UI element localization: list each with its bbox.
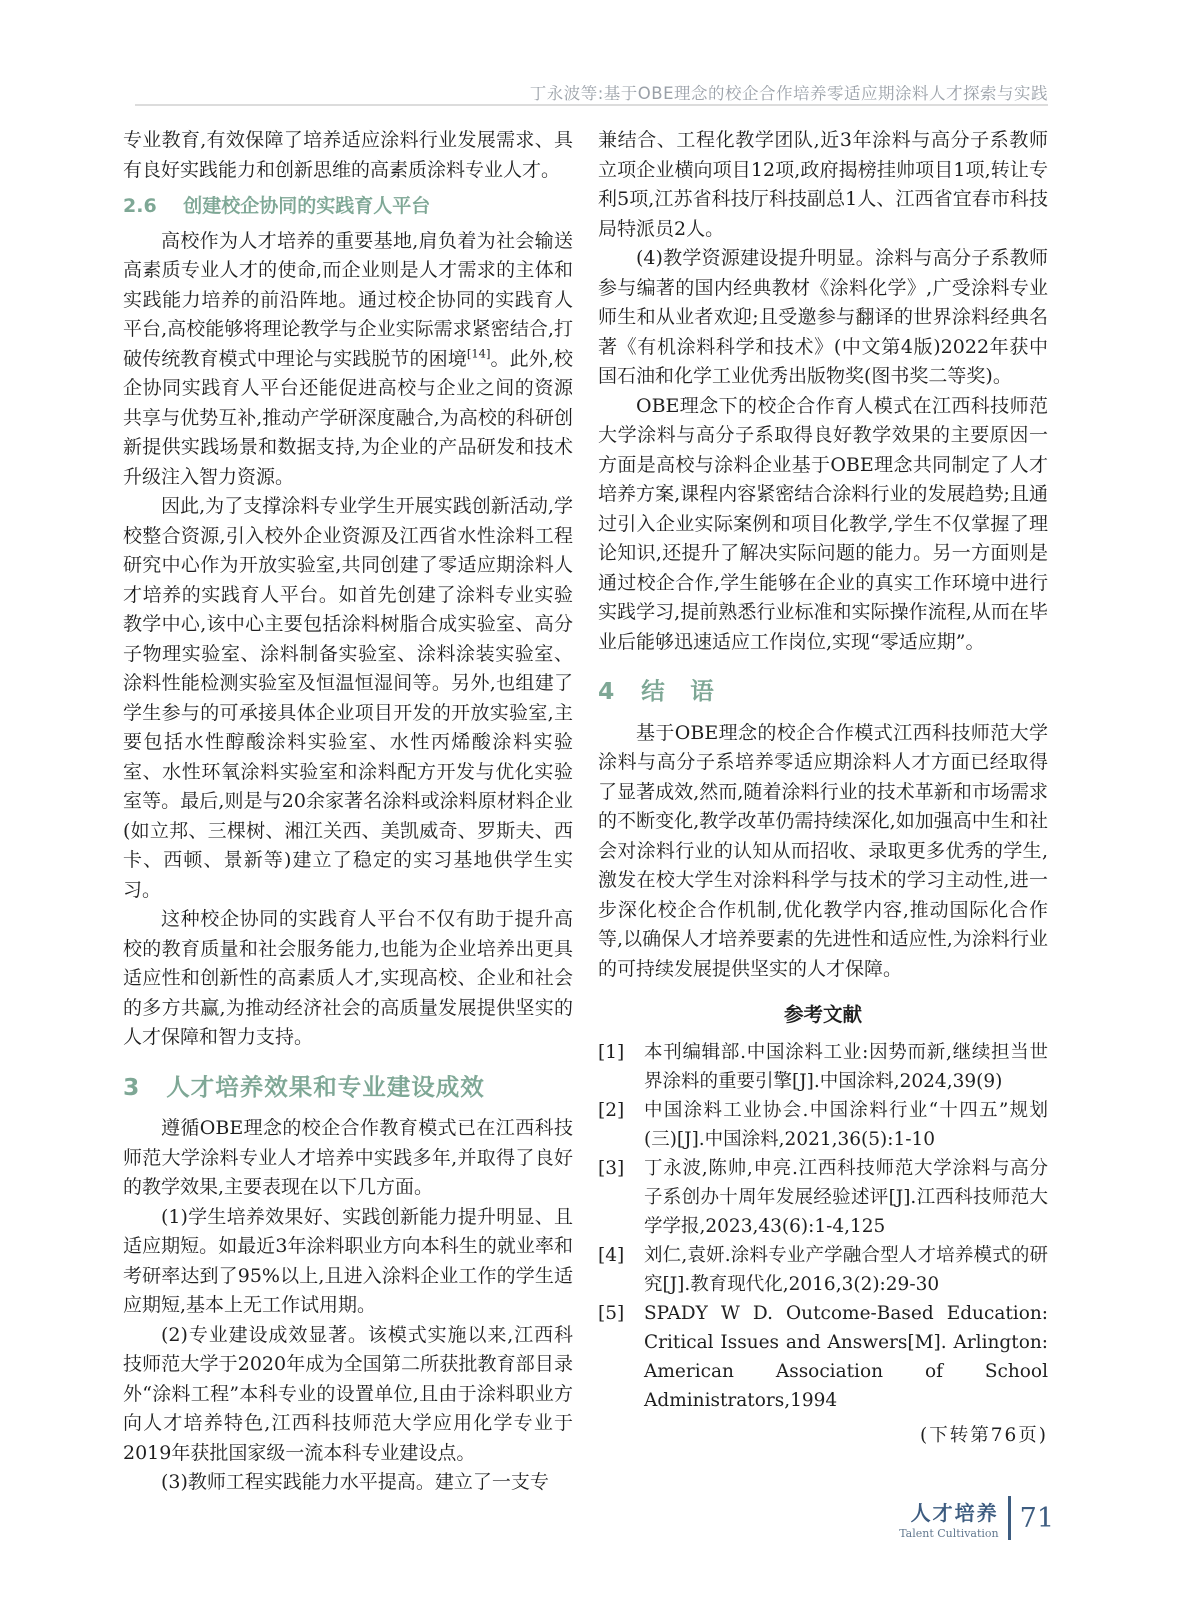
right-column [598,126,1048,1469]
reference-item [598,1096,1048,1154]
running-head-title: 丁永波等:基于OBE理念的校企合作培养零适应期涂料人才探索与实践 [529,84,1048,103]
reference-number: [2] [598,1100,625,1121]
reference-item [598,1038,1048,1096]
section-heading-2-6 [123,192,573,222]
paragraph-text: 高校作为人才培养的重要基地,肩负着为社会输送高素质专业人才的使命,而企业则是人才需求的主体和实践能力培养的前沿阵地。通过校企协同的实践育人平台,高校能够将理论教学与企业实际需求紧密结合,打破传统教育模式中理论与实践脱节的困境 [123,229,573,370]
footer-divider-bar [1008,1496,1011,1540]
footer-section-name-cn: 人才培养 [910,1500,999,1525]
footer-section-labels [899,1497,998,1540]
section-heading-3 [123,1073,573,1103]
reference-number: [1] [598,1042,625,1063]
reference-number: [3] [598,1158,625,1179]
reference-text: 本刊编辑部.中国涂料工业:因势而新,继续担当世界涂料的重要引擎[J].中国涂料,2024,39(9) [644,1042,1048,1092]
section-number: 2.6 [123,195,157,217]
section-number: 3 [123,1072,141,1101]
reference-text: 丁永波,陈帅,申亮.江西科技师范大学涂料与高分子系创办十周年发展经验述评[J].江西科技师范大学学报,2023,43(6):1-4,125 [644,1158,1048,1237]
paragraph-point-4: (4)教学资源建设提升明显。涂料与高分子系教师参与编著的国内经典教材《涂料化学》,广受涂料专业师生和从业者欢迎;且受邀参与翻译的世界涂料经典名著《有机涂料科学和技术》(中文第4版)2022年获中国石油和化学工业优秀出版物奖(图书奖二等奖)。 [598,247,1048,387]
paragraph-point-1: (1)学生培养效果好、实践创新能力提升明显、且适应期短。如最近3年涂料职业方向本科生的就业率和考研率达到了95%以上,且进入涂料企业工作的学生适应期短,基本上无工作试用期。 [123,1205,573,1316]
reference-number: [4] [598,1245,625,1266]
page-number: 71 [1019,1502,1054,1534]
reference-item [598,1154,1048,1241]
paragraph-point-3: (3)教师工程实践能力水平提高。建立了一支专 [161,1471,549,1493]
left-column [123,126,573,1498]
reference-item [598,1299,1048,1415]
paragraph-labs: 因此,为了支撑涂料专业学生开展实践创新活动,学校整合资源,引入校外企业资源及江西省水性涂料工程研究中心作为开放实验室,共同创建了零适应期涂料人才培养的实践育人平台。如首先创建了涂料专业实验教学中心,该中心主要包括涂料树脂合成实验室、高分子物理实验室、涂料制备实验室、涂料涂装实验室、涂料性能检测实验室及恒温恒湿间等。另外,也组建了学生参与的可承接具体企业项目开发的开放实验室,主要包括水性醇酸涂料实验室、水性丙烯酸涂料实验室、水性环氧涂料实验室和涂料配方开发与优化实验室等。最后,则是与20余家著名涂料或涂料原材料企业(如立邦、三棵树、湘江关西、美凯威奇、罗斯夫、西卡、西顿、景新等)建立了稳定的实习基地供学生实习。 [123,495,573,901]
paragraph-obe-reason: OBE理念下的校企合作育人模式在江西科技师范大学涂料与高分子系取得良好教学效果的主要原因一方面是高校与涂料企业基于OBE理念共同制定了人才培养方案,课程内容紧密结合涂料行业的发展趋势;且通过引入企业实际案例和项目化教学,学生不仅掌握了理论知识,还提升了解决实际问题的能力。另一方面则是通过校企合作,学生能够在企业的真实工作环境中进行实践学习,提前熟悉行业标准和实际操作流程,从而在毕业后能够迅速适应工作岗位,实现“零适应期”。 [598,394,1048,653]
header-rule [135,104,1048,106]
footer-section-name-en: Talent Cultivation [899,1526,999,1540]
paragraph-platform [123,227,573,493]
paragraph-continuation: 兼结合、工程化教学团队,近3年涂料与高分子系教师立项企业横向项目12项,政府揭榜挂帅项目1项,转让专利5项,江苏省科技厅科技副总1人、江西省宜春市科技局特派员2人。 [598,129,1048,240]
paragraph-conclusion: 基于OBE理念的校企合作模式江西科技师范大学涂料与高分子系培养零适应期涂料人才方面已经取得了显著成效,然而,随着涂料行业的技术革新和市场需求的不断变化,教学改革仍需持续深化,如加强高中生和社会对涂料行业的认知从而招收、录取更多优秀的学生,激发在校大学生对涂料科学与技术的学习主动性,进一步深化校企合作机制,优化教学内容,推动国际化合作等,以确保人才培养要素的先进性和适应性,为涂料行业的可持续发展提供坚实的人才保障。 [598,721,1048,980]
paragraph-text: 。此外,校企协同实践育人平台还能促进高校与企业之间的资源共享与优势互补,推动产学研深度融合,为高校的科研创新提供实践场景和数据支持,为企业的产品研发和技术升级注入智力资源。 [123,347,573,488]
section-title: 创建校企协同的实践育人平台 [183,195,431,217]
paragraph-point-2: (2)专业建设成效显著。该模式实施以来,江西科技师范大学于2020年成为全国第二所获批教育部目录外“涂料工程”本科专业的设置单位,且由于涂料职业方向人才培养特色,江西科技师范大学应用化学专业于2019年获批国家级一流本科专业建设点。 [123,1323,573,1464]
paragraph-continuation: 专业教育,有效保障了培养适应涂料行业发展需求、具有良好实践能力和创新思维的高素质涂料专业人才。 [123,129,573,181]
section-number: 4 [598,677,616,705]
reference-text: 刘仁,袁妍.涂料专业产学融合型人才培养模式的研究[J].教育现代化,2016,3(2):29-30 [644,1245,1048,1295]
page-footer [899,1496,1054,1540]
section-title: 人才培养效果和专业建设成效 [166,1072,485,1101]
paragraph-winwin: 这种校企协同的实践育人平台不仅有助于提升高校的教育质量和社会服务能力,也能为企业培养出更具适应性和创新性的高素质人才,实现高校、企业和社会的多方共赢,为推动经济社会的高质量发展提供坚实的人才保障和智力支持。 [123,908,573,1048]
paragraph-effect-intro: 遵循OBE理念的校企合作教育模式已在江西科技师范大学涂料专业人才培养中实践多年,并取得了良好的教学效果,主要表现在以下几方面。 [123,1117,573,1198]
section-heading-4 [598,677,1048,707]
continuation-note: (下转第76页) [920,1425,1048,1446]
section-title: 结 语 [641,677,715,705]
reference-text: 中国涂料工业协会.中国涂料行业“十四五”规划(三)[J].中国涂料,2021,36(5):1-10 [644,1100,1048,1150]
reference-text: SPADY W D. Outcome-Based Education: Critical Issues and Answers[M]. Arlington: American Association of School Administrators,1994 [644,1303,1048,1411]
references-title: 参考文献 [783,1003,862,1026]
citation-14: [14] [466,346,491,361]
reference-item [598,1241,1048,1299]
references-section [598,1000,1048,1450]
reference-number: [5] [598,1303,625,1324]
